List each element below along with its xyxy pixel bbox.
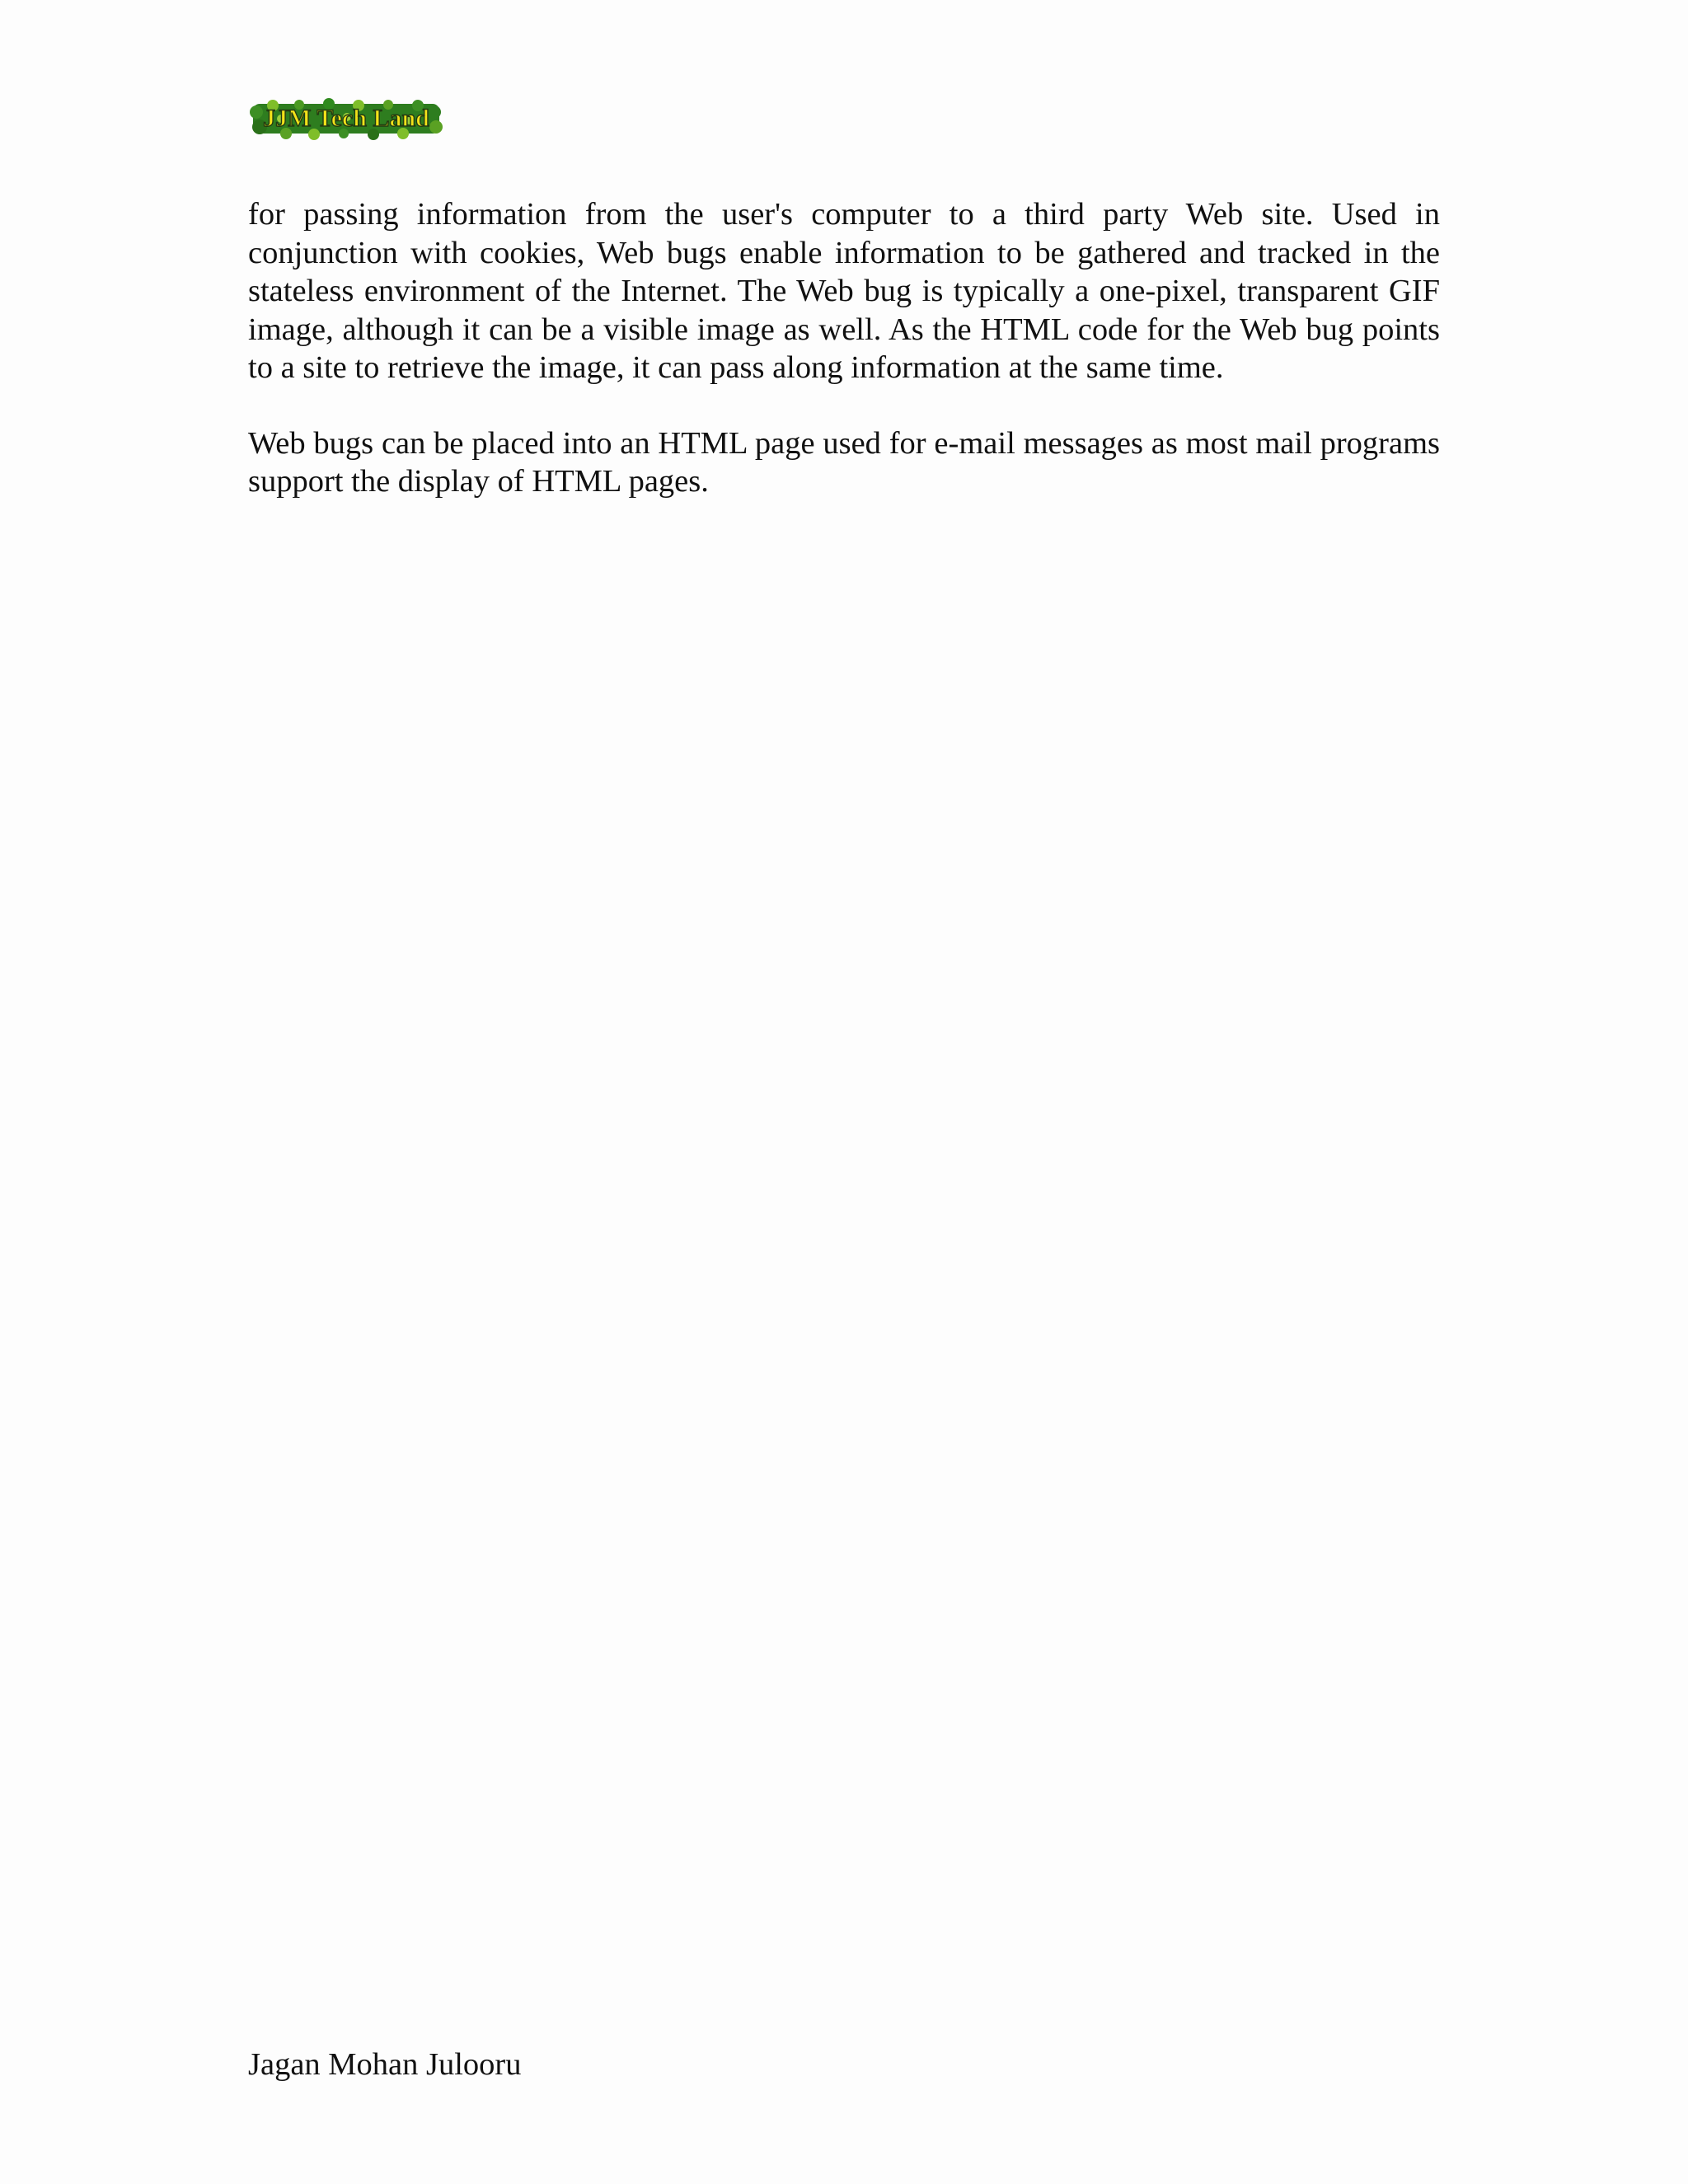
logo-graphic — [248, 97, 444, 140]
body-text — [248, 195, 1440, 501]
footer-author: Jagan Mohan Julooru — [248, 2047, 522, 2082]
logo-text: JJM Tech Land — [263, 105, 429, 132]
paragraph-web-bug-definition: for passing information from the user's computer to a third party Web site. Used in conjunction with cookies, Web bugs enable information to be gathered and tracked in the stateless environment of the Internet. The Web bug is typically a one-pixel, transparent GIF image, although it can be a visible image as well. As the HTML code for the Web bug points to a site to retrieve the image, it can pass along information at the same time. — [248, 197, 1440, 385]
jjm-tech-land-logo — [248, 97, 444, 140]
paragraph-web-bug-email: Web bugs can be placed into an HTML page used for e-mail messages as most mail programs support the display of HTML pages. — [248, 425, 1440, 499]
